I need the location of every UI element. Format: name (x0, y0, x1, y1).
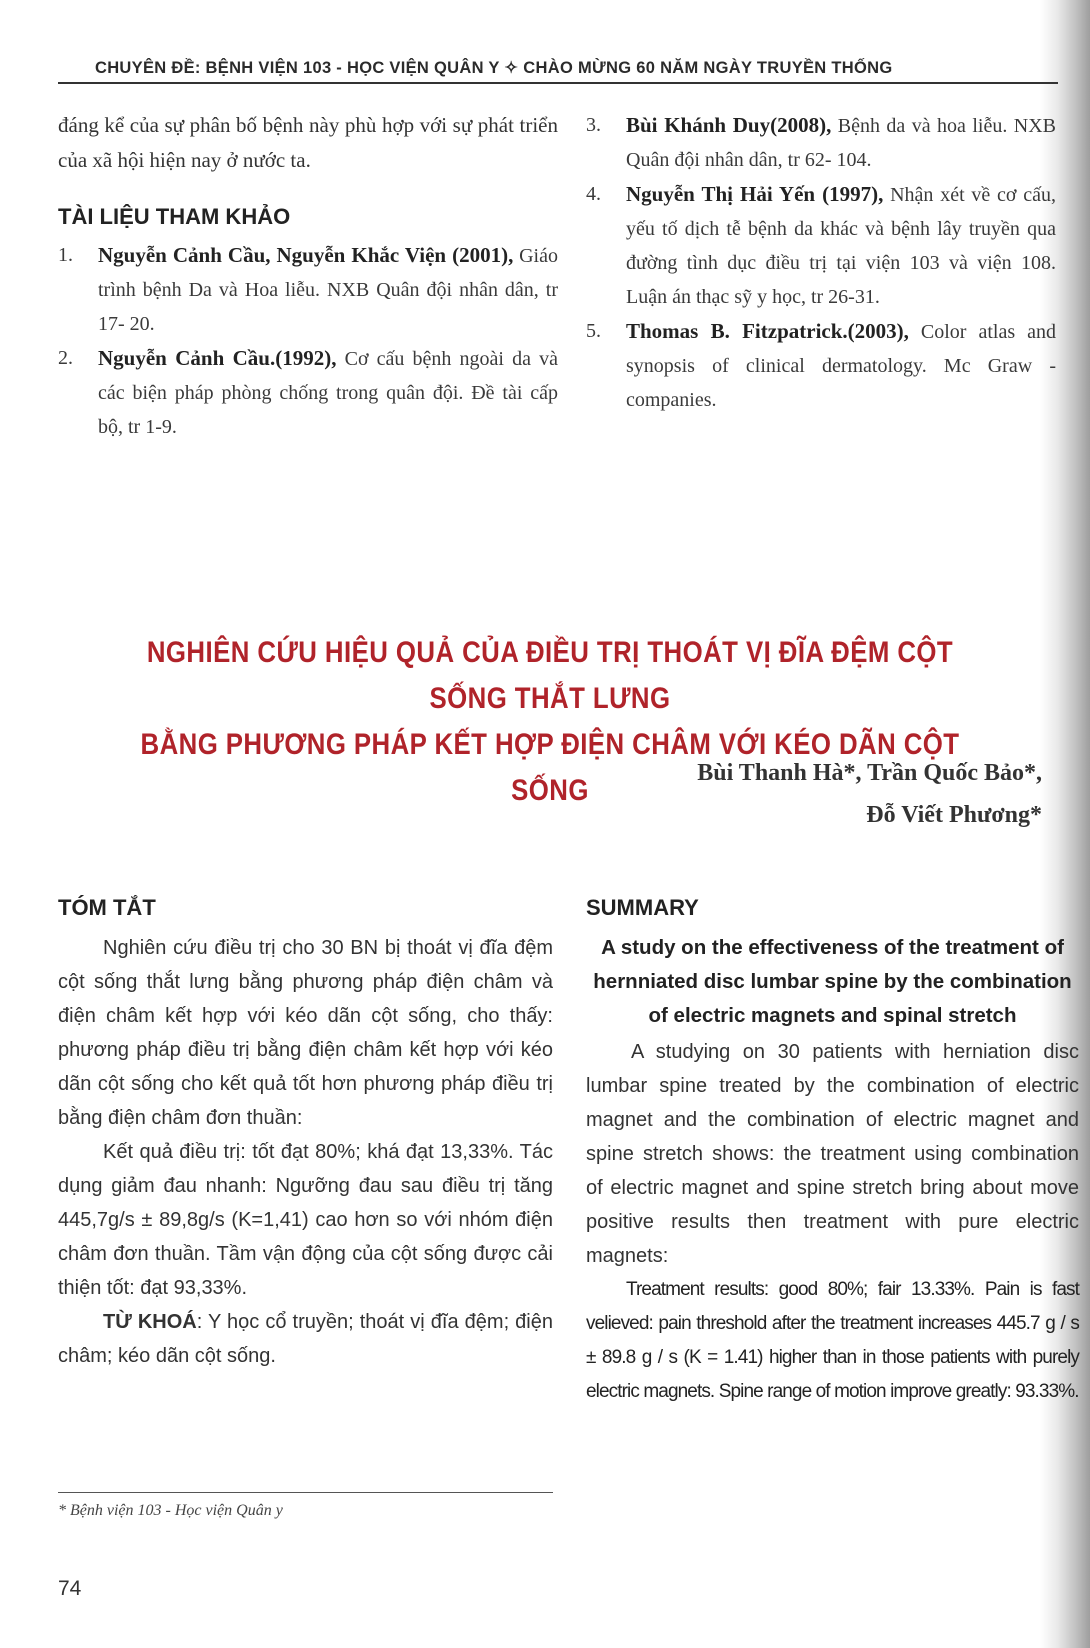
running-header: CHUYÊN ĐỀ: BỆNH VIỆN 103 - HỌC VIỆN QUÂN Y ✧ CHÀO MỪNG 60 NĂM NGÀY TRUYỀN THỐNG (95, 59, 893, 77)
keywords-label: TỪ KHOÁ (103, 1311, 197, 1333)
abstract-en-paragraph-1: A studying on 30 patients with herniation disc lumbar spine treated by the combination of electric magnet and the combination of electric magnet and spine stretch shows: the treatment using combination of electric magnet and spine stretch bring about move positive results then treatment with pure electric magnets: (586, 1041, 1079, 1267)
intro-text: đáng kể của sự phân bố bệnh này phù hợp với sự phát triển của xã hội hiện nay ở nước ta. (58, 113, 558, 172)
reference-text (626, 177, 1056, 314)
footnote-rule (58, 1492, 553, 1493)
reference-number: 4. (586, 183, 601, 205)
abstract-en-heading: SUMMARY (586, 895, 699, 920)
abstract-vi-keywords (58, 1305, 553, 1373)
abstract-english (586, 895, 1079, 1409)
reference-number: 1. (58, 244, 73, 266)
reference-number: 3. (586, 114, 601, 136)
reference-detail: Nhận xét về cơ cấu, yếu tố dịch tễ bệnh da khác và bệnh lây truyền qua đường tình dục điều trị tại viện 103 và viện 108. Luận án thạc sỹ y học, tr 26-31. (626, 184, 1057, 308)
keywords-text: : Y học cổ truyền; thoát vị đĩa đệm; điện châm; kéo dãn cột sống. (58, 1311, 553, 1367)
authors-line-1: Bùi Thanh Hà*, Trần Quốc Bảo*, (697, 760, 1042, 786)
authors-line-2: Đỗ Viết Phương* (866, 802, 1042, 828)
abstract-vi-paragraph-2: Kết quả điều trị: tốt đạt 80%; khá đạt 13,33%. Tác dụng giảm đau nhanh: Ngưỡng đau sau điều trị tăng 445,7g/s ± 89,8g/s (K=1,41) cao hơn so với nhóm điện châm đơn thuần. Tầm vận động của cột sống được cải thiện tốt: đạt 93,33%. (58, 1141, 553, 1299)
reference-detail: Bệnh da và hoa liễu. NXB Quân đội nhân dân, tr 62- 104. (626, 115, 1056, 171)
abstract-en-title: A study on the effectiveness of the treatment of hernniated disc lumbar spine by the combination of electric magnets and spinal stretch (593, 936, 1072, 1027)
article-authors (697, 752, 1042, 836)
abstract-en-paragraph-2: Treatment results: good 80%; fair 13.33%. Pain is fast velieved: pain threshold after the treatment increases 445.7 g / s ± 89.8 g / s (K = 1.41) higher than in those patients with purely electric magnets. Spine range of motion improve greatly: 93.33%. (586, 1279, 1079, 1402)
reference-detail: Cơ cấu bệnh ngoài da và các biện pháp phòng chống trong quân đội. Đề tài cấp bộ, tr 1-9. (98, 348, 558, 438)
reference-detail: Color atlas and synopsis of clinical dermatology. Mc Graw - companies. (626, 321, 1056, 411)
page-number: 74 (58, 1577, 82, 1600)
abstract-vi-heading: TÓM TẮT (58, 895, 156, 920)
reference-detail: Giáo trình bệnh Da và Hoa liễu. NXB Quân đội nhân dân, tr 17- 20. (98, 245, 558, 335)
reference-number: 2. (58, 347, 73, 369)
top-left-column (58, 108, 558, 444)
reference-text (98, 341, 558, 444)
reference-number: 5. (586, 320, 601, 342)
reference-author: Thomas B. Fitzpatrick.(2003), (626, 319, 909, 343)
reference-item (586, 177, 1056, 314)
reference-text (626, 108, 1056, 177)
reference-text (626, 314, 1056, 417)
reference-item (58, 238, 558, 341)
abstract-vi-paragraph-1: Nghiên cứu điều trị cho 30 BN bị thoát vị đĩa đệm cột sống thắt lưng bằng phương pháp điện châm và điện châm kết hợp với kéo dãn cột sống, cho thấy: phương pháp điều trị bằng điện châm kết hợp với kéo dãn cột sống cho kết quả tốt hơn phương pháp điều trị bằng điện châm đơn thuần: (58, 937, 553, 1129)
references-title: TÀI LIỆU THAM KHẢO (58, 204, 291, 229)
reference-author: Nguyễn Cảnh Cầu.(1992), (98, 346, 337, 370)
reference-item (586, 108, 1056, 177)
article-title-line-2: BẰNG PHƯƠNG PHÁP KẾT HỢP ĐIỆN CHÂM VỚI KÉO DÃN CỘT SỐNG (140, 728, 960, 807)
top-right-column (586, 108, 1056, 417)
reference-text (98, 238, 558, 341)
reference-author: Nguyễn Thị Hải Yến (1997), (626, 182, 884, 206)
article-title-line-1: NGHIÊN CỨU HIỆU QUẢ CỦA ĐIỀU TRỊ THOÁT VỊ ĐĨA ĐỆM CỘT SỐNG THẮT LƯNG (146, 636, 954, 715)
abstract-vietnamese (58, 895, 553, 1373)
reference-author: Bùi Khánh Duy(2008), (626, 113, 832, 137)
footnote: * Bệnh viện 103 - Học viện Quân y (58, 1502, 283, 1519)
reference-author: Nguyễn Cảnh Cầu, Nguyễn Khắc Viện (2001), (98, 243, 514, 267)
reference-item (586, 314, 1056, 417)
reference-item (58, 341, 558, 444)
header-rule (58, 82, 1058, 84)
